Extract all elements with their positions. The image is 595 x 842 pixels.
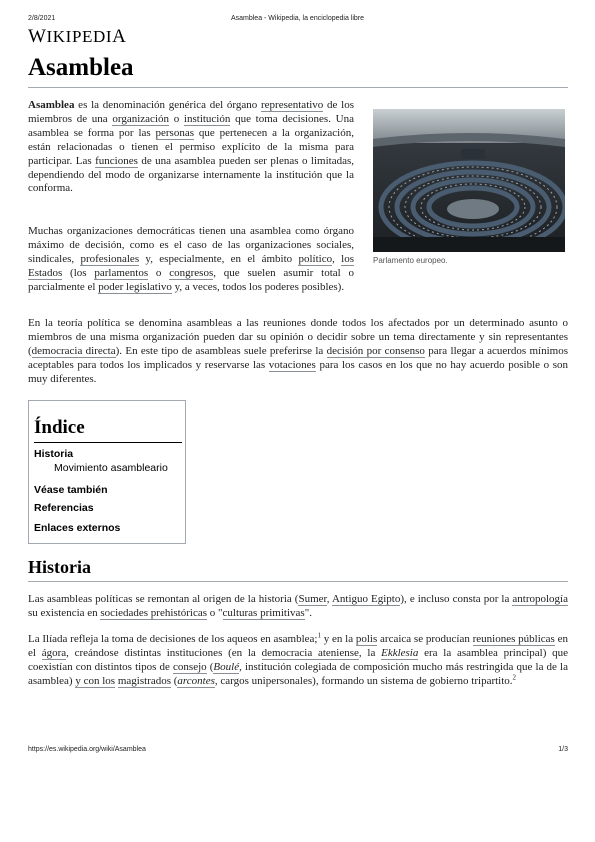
toc-divider bbox=[34, 442, 182, 443]
historia-paragraph-2: La Ilíada refleja la toma de decisiones de los aqueos en asamblea;$^1$ y en la polis arcaica se producían reuniones públicas en el ágora, creándose distintas instituciones (en la democracia ateniense, la Ekklesia era la asamblea principal) que coexistían con distintos tipos de consejo (Boulé, institución colegiada de composición mucho más restringida que la de la asamblea) y con los magistrados (arcontes, cargos unipersonales), formando un sistema de gobierno tripartito.$^2$ bbox=[28, 631, 568, 687]
link-reuniones-publicas[interactable]: reuniones públicas bbox=[472, 633, 555, 645]
print-date: 2/8/2021 bbox=[28, 15, 56, 22]
table-of-contents bbox=[28, 400, 186, 544]
link-funciones[interactable]: funciones bbox=[95, 154, 138, 167]
link-ekklesia[interactable]: Ekklesia bbox=[381, 646, 419, 659]
toc-item-referencias[interactable]: Referencias bbox=[34, 502, 94, 514]
link-parlamentos[interactable]: parlamentos bbox=[94, 266, 149, 279]
section-heading-historia: Historia bbox=[28, 557, 91, 577]
european-parliament-image[interactable] bbox=[373, 109, 565, 252]
link-culturas-primitivas[interactable]: culturas primitivas bbox=[222, 606, 305, 619]
wikipedia-logo[interactable]: WIKIPEDIA bbox=[28, 26, 127, 47]
intro-paragraph-3: En la teoría política se denomina asambleas a las reuniones donde todos los afectados por un determinado asunto o miembros de una misma organización pueden dar su opinión o decidir sobre un tema directamente y sin representantes (democracia directa). En este tipo de asambleas suele preferirse la decisión por consenso para llegar a acuerdos mínimos aceptables para todos los implicados y reservarse las votaciones para los casos en los que no hay acuerdo posible o son muy diferentes. bbox=[28, 317, 569, 385]
link-sumer[interactable]: Sumer bbox=[298, 593, 327, 605]
print-title: Asamblea - Wikipedia, la enciclopedia libre bbox=[230, 15, 365, 22]
section-divider bbox=[28, 581, 568, 582]
toc-item-enlaces-externos[interactable]: Enlaces externos bbox=[34, 522, 121, 534]
link-democracia-directa[interactable]: democracia directa bbox=[31, 344, 116, 357]
link-boule[interactable]: Boulé bbox=[213, 660, 240, 673]
title-divider bbox=[28, 87, 568, 88]
footer-url: https://es.wikipedia.org/wiki/Asamblea bbox=[28, 746, 146, 753]
historia-paragraph-1: Las asambleas políticas se remontan al origen de la historia (Sumer, Antiguo Egipto), e incluso consta por la antropología su existencia en sociedades prehistóricas o "culturas primitivas". bbox=[28, 593, 568, 619]
page-title: Asamblea bbox=[28, 54, 134, 81]
link-arcontes[interactable]: arcontes bbox=[177, 674, 215, 687]
link-y-con-los[interactable]: y con los bbox=[75, 674, 116, 687]
link-profesionales[interactable]: profesionales bbox=[80, 252, 140, 265]
link-politico[interactable]: político bbox=[298, 252, 333, 265]
toc-title: Índice bbox=[34, 417, 85, 438]
link-organizacion[interactable]: organización bbox=[112, 112, 169, 125]
intro-paragraph-2: Muchas organizaciones democráticas tienen una asamblea como órgano máximo de decisión, como es el caso de las organizaciones sociales, sindicales, profesionales y, especialmente, en el ámbito político, los Estados (los parlamentos o congresos, que suelen asumir total o parcialmente el poder legislativo y, a veces, todos los poderes posibles). bbox=[28, 225, 355, 293]
link-poder-legislativo[interactable]: poder legislativo bbox=[98, 280, 172, 293]
intro-paragraph-1: Asamblea es la denominación genérica del órgano representativo de los miembros de una organización o institución que toma decisiones. Una asamblea se forma por las personas que pertenecen a la organización, están relacionadas o tienen el permiso explícito de la misma para participar. Las funciones de una asamblea pueden ser plenas o limitadas, dependiendo del modo de organizarse internamente la institución que la conforma. bbox=[28, 99, 354, 195]
link-antropologia[interactable]: antropología bbox=[512, 593, 568, 605]
link-agora[interactable]: ágora bbox=[41, 646, 67, 659]
toc-item-historia[interactable]: Historia bbox=[34, 448, 74, 460]
link-personas[interactable]: personas bbox=[155, 126, 195, 139]
link-magistrados[interactable]: magistrados bbox=[117, 674, 171, 687]
toc-item-movimiento-asambleario[interactable]: Movimiento asambleario bbox=[54, 462, 168, 474]
toc-item-vease-tambien[interactable]: Véase también bbox=[34, 484, 108, 496]
link-representativo[interactable]: representativo bbox=[261, 99, 324, 111]
link-consejo[interactable]: consejo bbox=[173, 660, 207, 673]
link-congresos[interactable]: congresos bbox=[169, 266, 214, 279]
reference-1[interactable]: 1 bbox=[317, 631, 321, 640]
parliament-thumbnail[interactable] bbox=[373, 109, 565, 265]
reference-2[interactable]: 2 bbox=[512, 673, 517, 682]
image-caption: Parlamento europeo. bbox=[373, 256, 448, 265]
link-decision-por-consenso[interactable]: decisión por consenso bbox=[326, 344, 425, 357]
footer-page-number: 1/3 bbox=[558, 746, 568, 753]
link-polis[interactable]: polis bbox=[355, 633, 378, 645]
link-sociedades-prehistoricas[interactable]: sociedades prehistóricas bbox=[100, 606, 208, 619]
link-institucion[interactable]: institución bbox=[183, 112, 231, 125]
link-votaciones[interactable]: votaciones bbox=[268, 358, 316, 371]
link-democracia-ateniense[interactable]: democracia ateniense bbox=[261, 646, 359, 659]
link-los-estados[interactable]: los Estados bbox=[28, 252, 354, 279]
link-antiguo-egipto[interactable]: Antiguo Egipto bbox=[331, 593, 401, 605]
